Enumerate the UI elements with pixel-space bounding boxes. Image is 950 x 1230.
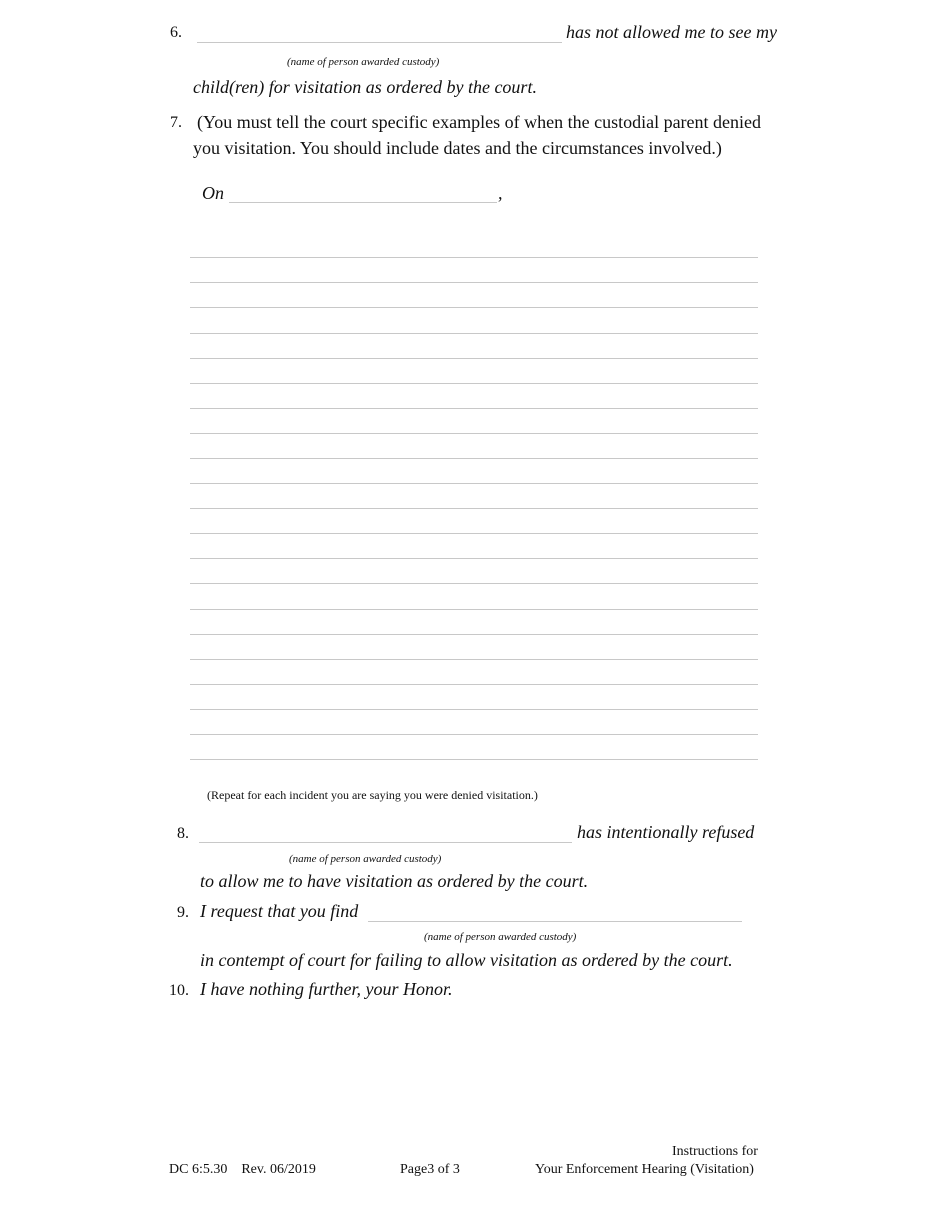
item-7-instruction-line-1: (You must tell the court specific examples of when the custodial parent denied [197, 112, 762, 132]
description-line [190, 533, 758, 534]
item-9-text: I request that you find [200, 901, 359, 921]
incident-date-field[interactable] [229, 178, 499, 204]
item-6-text: has not allowed me to see my [566, 22, 777, 42]
description-line [190, 307, 758, 308]
description-line [190, 408, 758, 409]
item-6-continuation: child(ren) for visitation as ordered by the court. [193, 77, 537, 97]
custodian-name-underline-6 [197, 42, 562, 43]
footer-title-line-1: Instructions for [672, 1144, 758, 1159]
description-line [190, 433, 758, 434]
description-line [190, 684, 758, 685]
custodian-name-field-6[interactable] [197, 18, 563, 44]
custodian-name-underline-8 [199, 842, 572, 843]
description-line [190, 634, 758, 635]
description-line [190, 257, 758, 258]
item-9-caption: (name of person awarded custody) [424, 931, 577, 943]
item-10-number: 10. [169, 982, 189, 999]
footer-form-id: DC 6:5.30 Rev. 06/2019 [169, 1162, 316, 1177]
description-line [190, 282, 758, 283]
item-8-text: has intentionally refused [577, 822, 755, 842]
item-9-continuation: in contempt of court for failing to allow visitation as ordered by the court. [200, 950, 733, 970]
description-line [190, 383, 758, 384]
description-line [190, 558, 758, 559]
description-line [190, 759, 758, 760]
custodian-name-underline-9 [368, 921, 742, 922]
item-8-caption: (name of person awarded custody) [289, 853, 442, 865]
description-line [190, 458, 758, 459]
repeat-note: (Repeat for each incident you are saying you were denied visitation.) [207, 788, 538, 802]
description-line [190, 709, 758, 710]
incident-description-area[interactable] [190, 236, 758, 760]
custodian-name-field-8[interactable] [199, 818, 573, 844]
description-line [190, 508, 758, 509]
item-8-continuation: to allow me to have visitation as ordered by the court. [200, 871, 589, 891]
description-line [190, 734, 758, 735]
incident-date-underline [229, 202, 497, 203]
on-label: On [202, 183, 224, 203]
item-9-number: 9. [177, 904, 189, 921]
on-comma: , [498, 183, 503, 203]
item-7-number: 7. [170, 114, 182, 131]
custodian-name-field-9[interactable] [368, 897, 743, 923]
description-line [190, 609, 758, 610]
item-6-number: 6. [170, 24, 182, 41]
description-line [190, 358, 758, 359]
description-line [190, 659, 758, 660]
item-8-number: 8. [177, 825, 189, 842]
description-line [190, 333, 758, 334]
item-6-caption: (name of person awarded custody) [287, 56, 440, 68]
footer-title-line-2: Your Enforcement Hearing (Visitation) [535, 1162, 754, 1177]
description-line [190, 483, 758, 484]
footer-page-number: Page3 of 3 [400, 1162, 460, 1177]
item-7-instruction-line-2: you visitation. You should include dates and the circumstances involved.) [193, 138, 722, 158]
description-line [190, 583, 758, 584]
item-10-text: I have nothing further, your Honor. [200, 979, 453, 999]
